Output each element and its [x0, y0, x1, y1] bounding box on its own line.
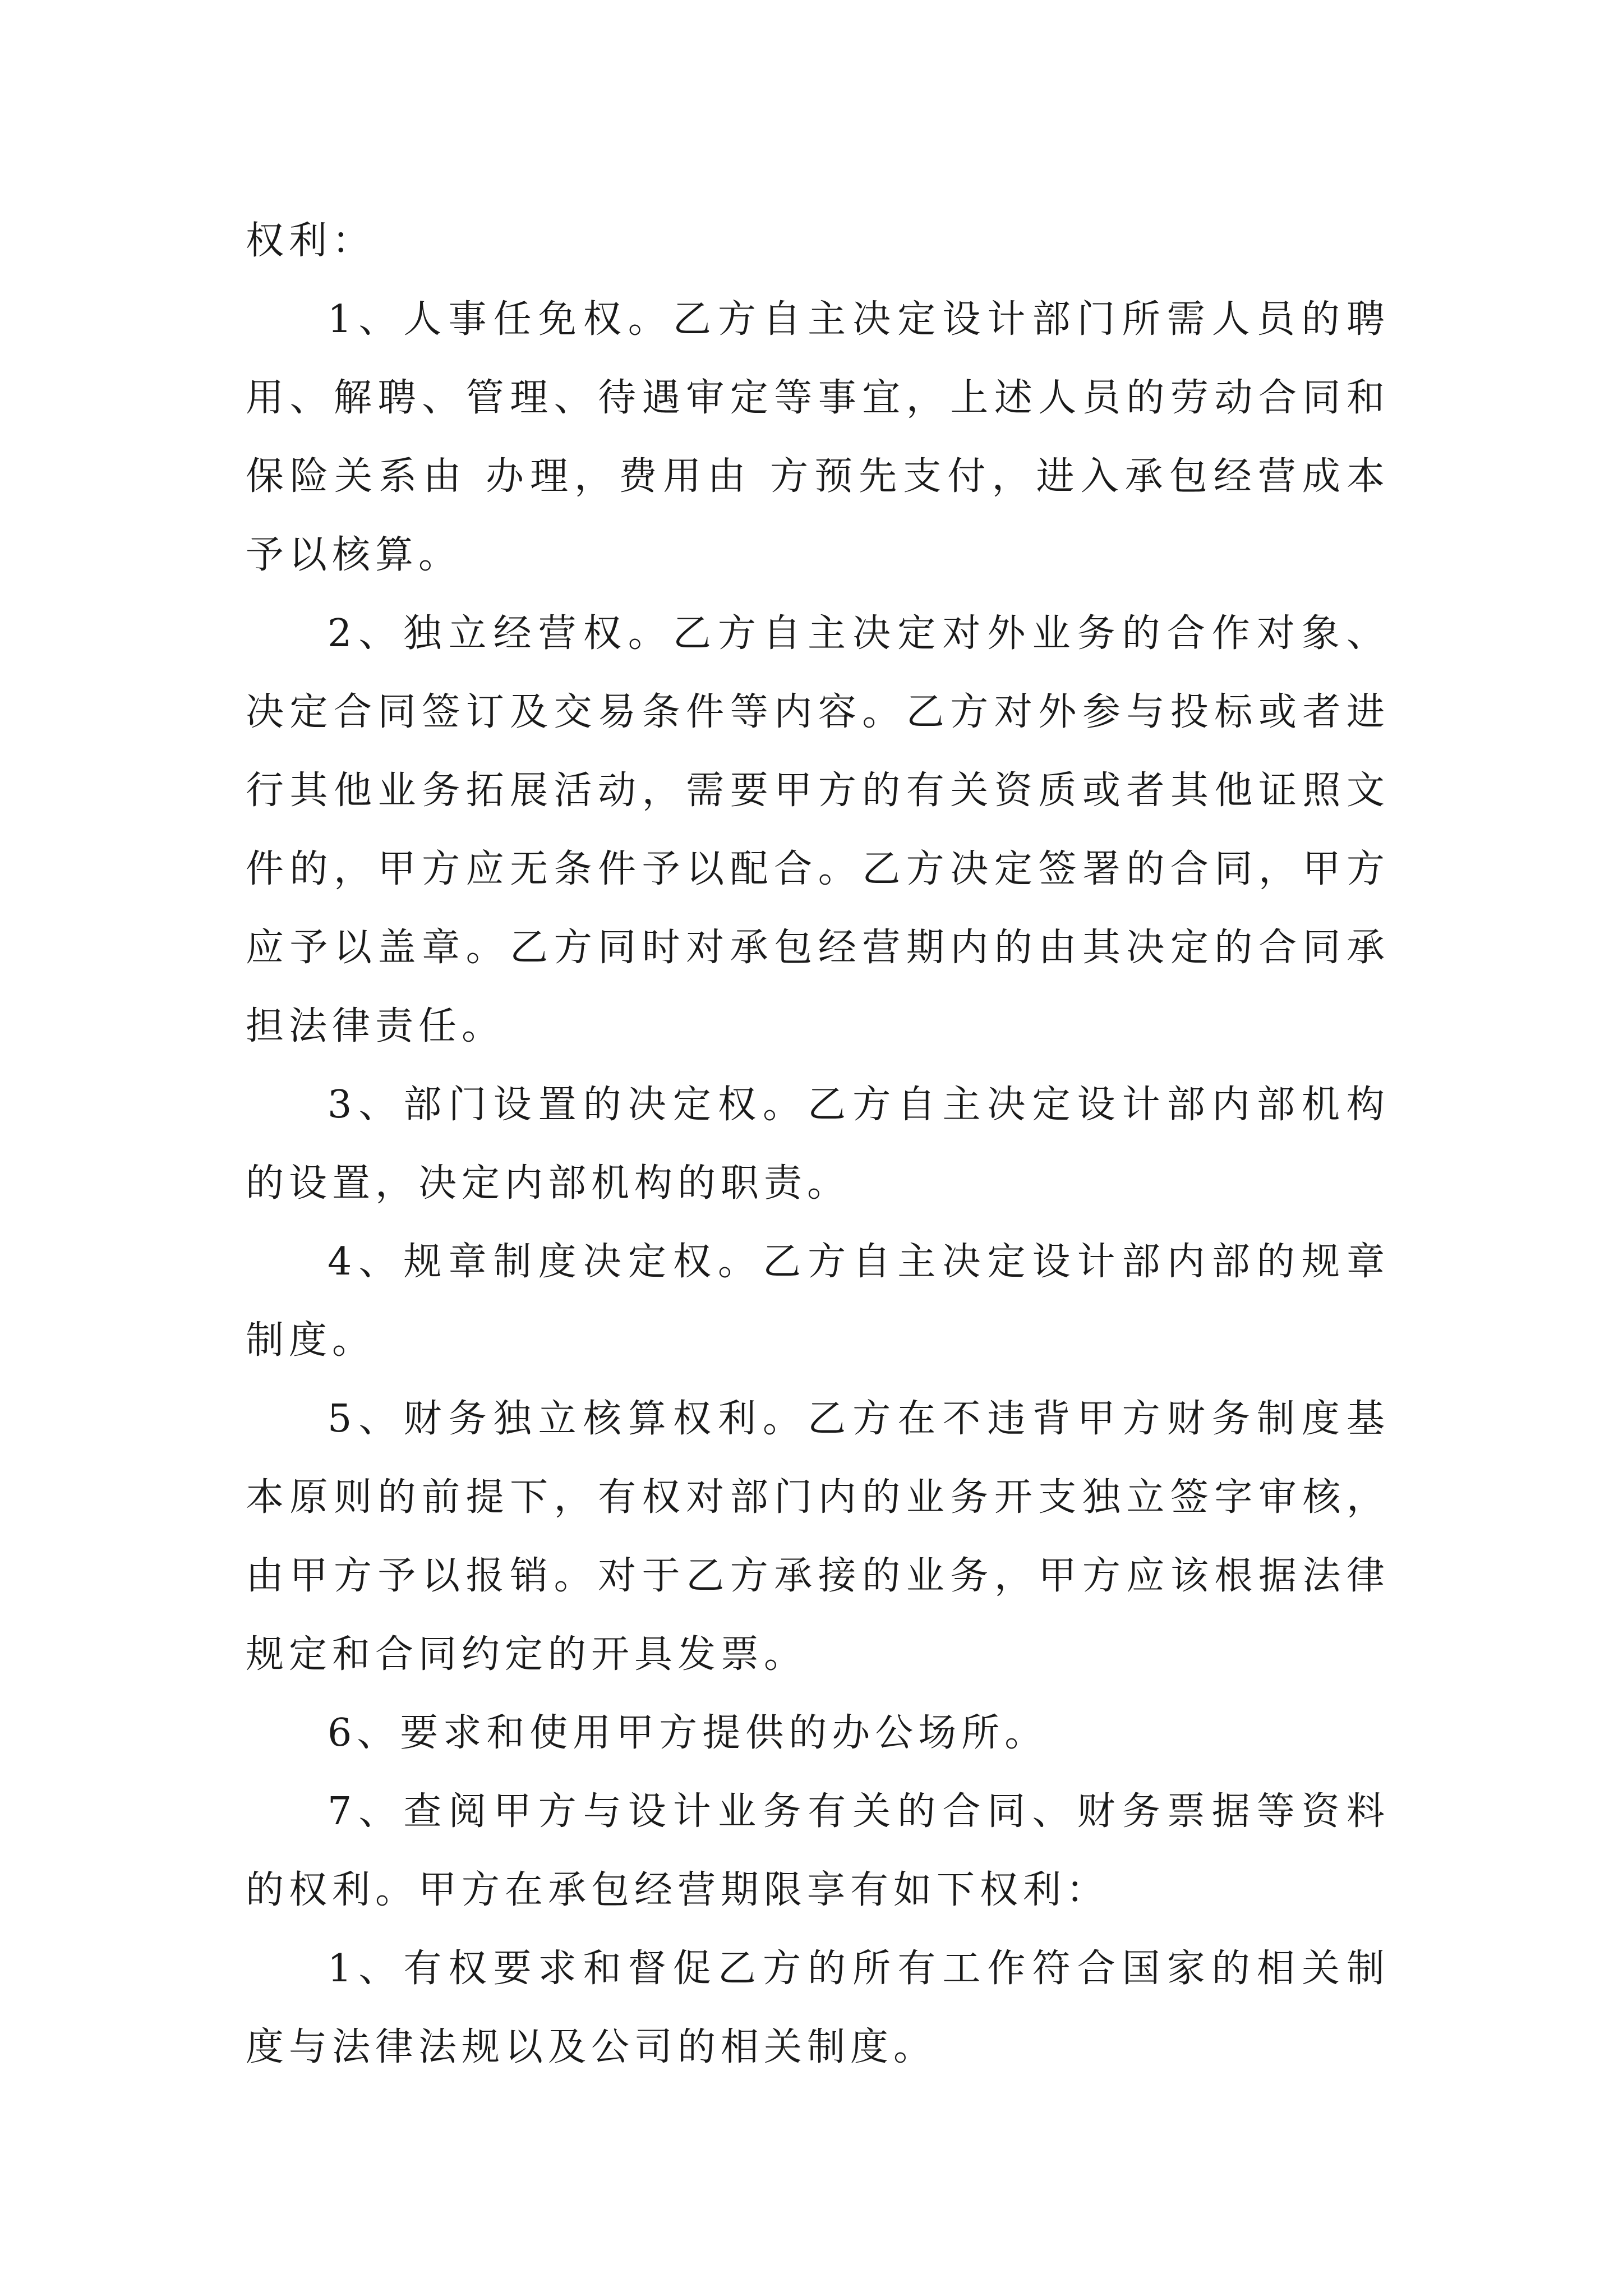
paragraph-financial-accounting: 5、财务独立核算权利。乙方在不违背甲方财务制度基本原则的前提下，有权对部门内的业务开支独立签字审核，由甲方予以报销。对于乙方承接的业务，甲方应该根据法律规定和合同约定的开具发票。 [246, 1397, 1390, 1677]
paragraph-rules-regulations: 4、规章制度决定权。乙方自主决定设计部内部的规章制度。 [246, 1240, 1390, 1363]
paragraph-document-access: 7、查阅甲方与设计业务有关的合同、财务票据等资料的权利。甲方在承包经营期限享有如下权利： [246, 1789, 1390, 1912]
paragraph-party-a-rights: 1、有权要求和督促乙方的所有工作符合国家的相关制度与法律法规以及公司的相关制度。 [246, 1947, 1390, 2069]
document-body [246, 202, 1390, 2087]
paragraph-heading-rights: 权利： [246, 219, 376, 263]
paragraph-personnel-rights: 1、人事任免权。乙方自主决定设计部门所需人员的聘用、解聘、管理、待遇审定等事宜，上述人员的劳动合同和保险关系由 办理，费用由 方预先支付，进入承包经营成本予以核算。 [246, 297, 1390, 577]
paragraph-department-setup: 3、部门设置的决定权。乙方自主决定设计部内部机构的设置，决定内部机构的职责。 [246, 1083, 1390, 1205]
paragraph-independent-operation: 2、独立经营权。乙方自主决定对外业务的合作对象、决定合同签订及交易条件等内容。乙方对外参与投标或者进行其他业务拓展活动，需要甲方的有关资质或者其他证照文件的，甲方应无条件予以配合。乙方决定签署的合同，甲方应予以盖章。乙方同时对承包经营期内的由其决定的合同承担法律责任。 [246, 611, 1390, 1048]
paragraph-office-space: 6、要求和使用甲方提供的办公场所。 [328, 1711, 1048, 1755]
